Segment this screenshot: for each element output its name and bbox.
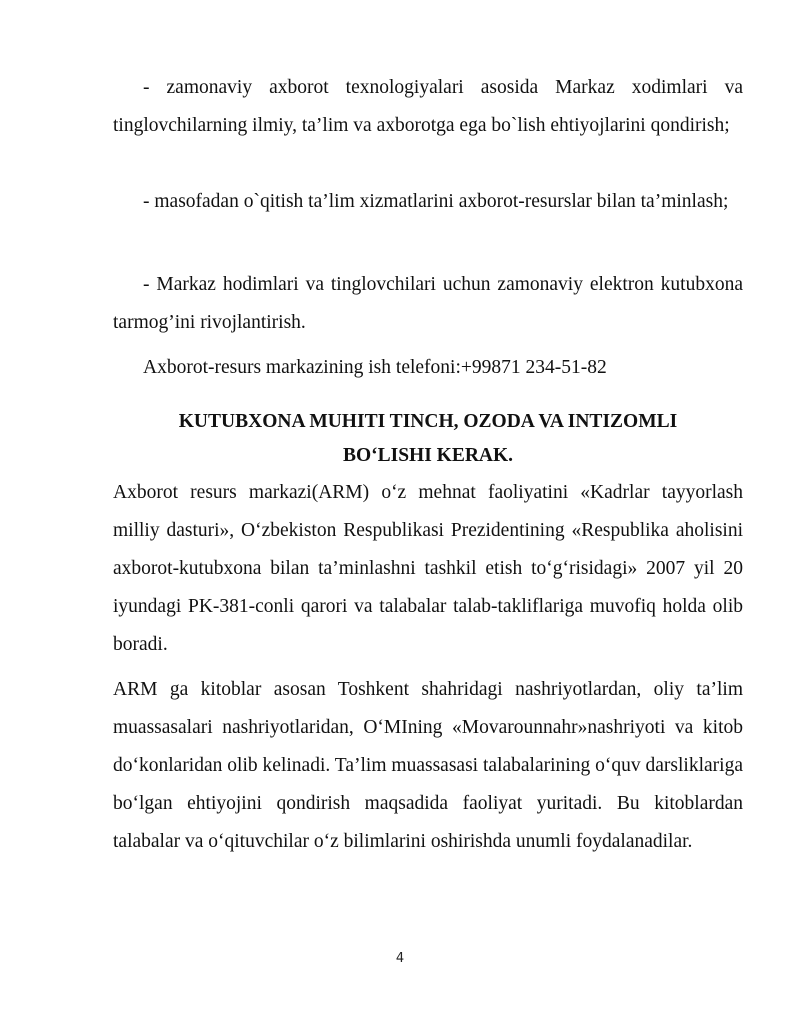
section-heading-line-1: KUTUBXONA MUHITI TINCH, OZODA VA INTIZOMLI [178,411,678,432]
body-paragraph-2: ARM ga kitoblar asosan Toshkent shahridagi nashriyotlardan, oliy ta’lim muassasalari nashriyotlaridan, O‘MIning «Movarounnahr»nashriyoti va kitob do‘konlaridan olib kelinadi. Ta’lim muassasasi talabalarining o‘quv darsliklariga bo‘lgan ehtiyojini qondirish maqsadida faoliyat yuritadi. Bu kitoblardan talabalar va o‘qituvchilar o‘z bilimlarini oshirishda unumli foydalanadilar. [113,679,743,852]
body-paragraph-1: Axborot resurs markazi(ARM) o‘z mehnat faoliyatini «Kadrlar tayyorlash milliy dasturi», O‘zbekiston Respublikasi Prezidentining «Respublika aholisini axborot-kutubxona bilan ta’minlashni tashkil etish to‘g‘risidagi» 2007 yil 20 iyundagi PK-381-conli qarori va talabalar talab-takliflariga muvofiq holda olib boradi. [113,482,743,655]
bullet-item-1: - zamonaviy axborot texnologiyalari asosida Markaz xodimlari va tinglovchilarning ilmiy, ta’lim va axborotga ega bo`lish ehtiyojlarini qondirish; [113,77,743,136]
page-number: 4 [395,951,405,966]
phone-line: Axborot-resurs markazining ish telefoni:+99871 234-51-82 [143,357,607,378]
bullet-item-3: - Markaz hodimlari va tinglovchilari uchun zamonaviy elektron kutubxona tarmog’ini rivojlantirish. [113,274,743,333]
bullet-item-2: - masofadan o`qitish ta’lim xizmatlarini axborot-resurslar bilan ta’minlash; [143,191,729,212]
section-heading-line-2: BO‘LISHI KERAK. [342,445,514,466]
